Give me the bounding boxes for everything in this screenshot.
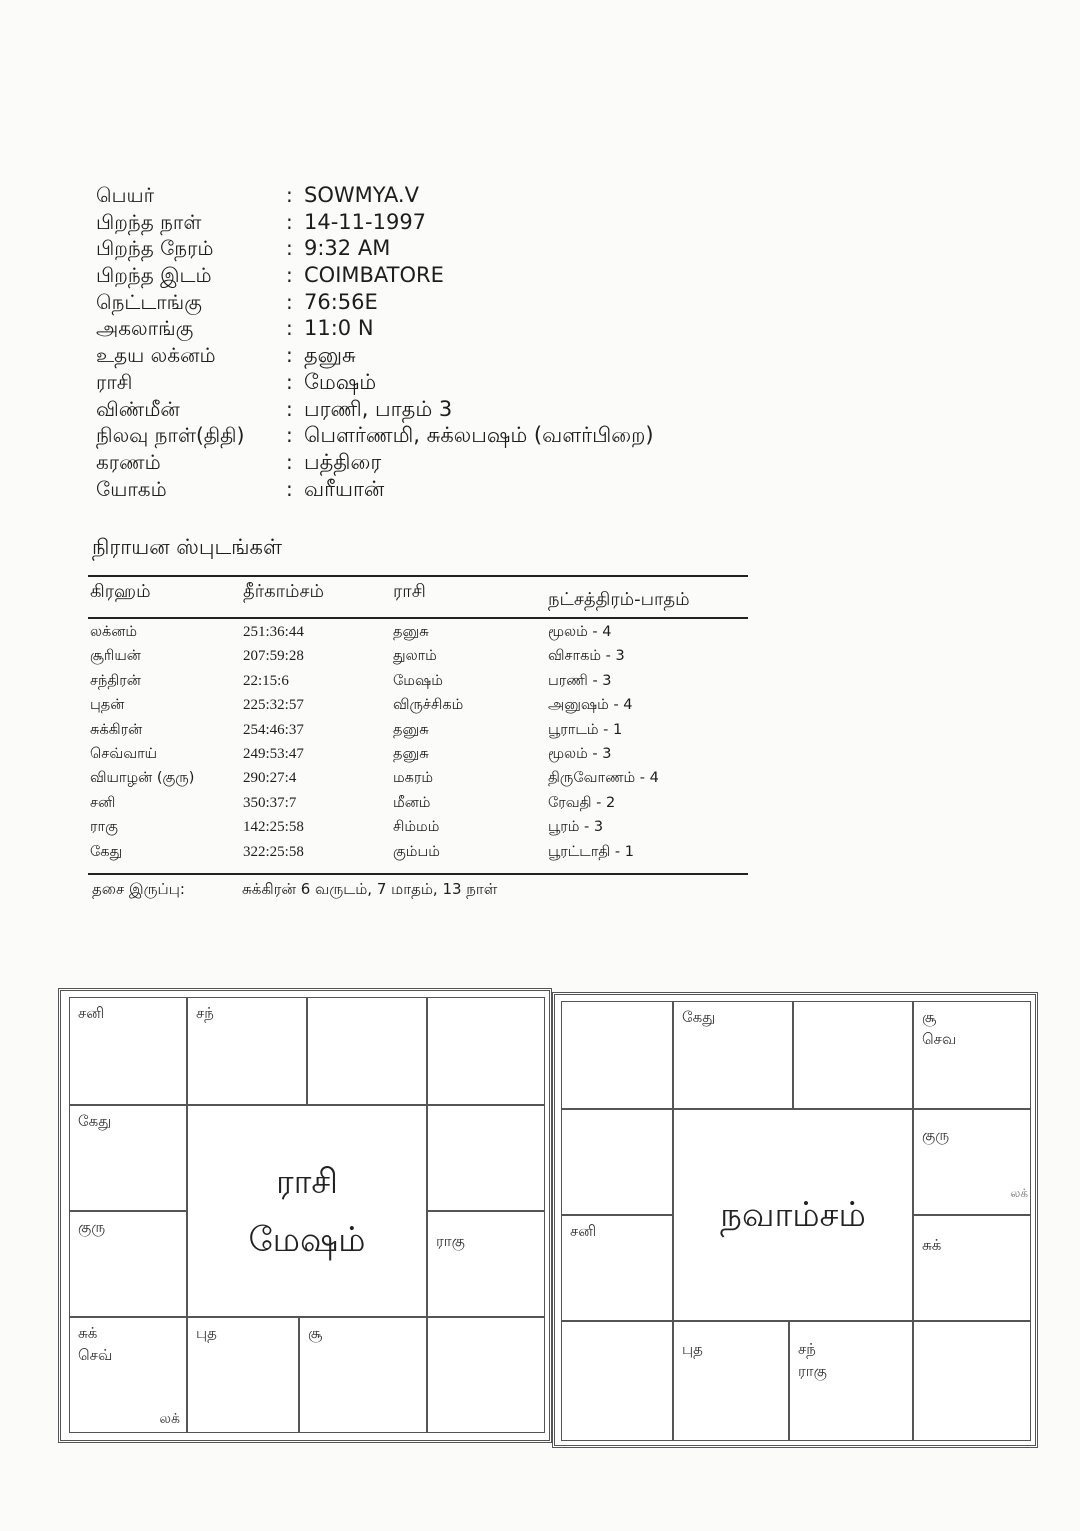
rasi-house-mithuna <box>427 997 545 1105</box>
lagna-marker: லக் <box>1010 1186 1028 1200</box>
navamsa-center-title: நவாம்சம் <box>720 1195 866 1235</box>
detail-label: யோகம் <box>96 476 167 501</box>
detail-value: பௌர்ணமி, சுக்லபஷம் (வளர்பிறை) <box>304 423 654 448</box>
detail-row: பிறந்த இடம் : COIMBATORE <box>96 263 444 288</box>
detail-label: கரணம் <box>96 449 161 474</box>
rasi-house-makara: குரு <box>69 1211 187 1317</box>
navamsa-house-mithuna: சூ செவ <box>913 1001 1031 1109</box>
navamsa-house-vrischika: புத <box>673 1321 789 1441</box>
rasi-house-simha: ராகு <box>427 1211 545 1317</box>
dasa-value: சுக்கிரன் 6 வருடம், 7 மாதம், 13 நாள் <box>242 880 498 898</box>
rasi-house-thula: சூ <box>299 1317 427 1433</box>
detail-row: யோகம் : வரீயான் <box>96 476 385 501</box>
detail-row: அகலாங்கு : 11:0 N <box>96 316 374 341</box>
navamsa-house-dhanu <box>561 1321 673 1441</box>
table-row: வியாழன் (குரு) 290:27:4 மகரம் திருவோணம் - 4 <box>90 770 659 787</box>
rasi-house-dhanu: சுக் செவ் லக் <box>69 1317 187 1433</box>
navamsa-house-makara: சனி <box>561 1215 673 1321</box>
detail-row: பிறந்த நேரம் : 9:32 AM <box>96 236 391 261</box>
detail-value: தனுசு <box>304 343 356 368</box>
table-rule <box>88 617 748 619</box>
sputam-title: நிராயன ஸ்புடங்கள் <box>92 535 282 559</box>
detail-label: பிறந்த இடம் <box>96 263 212 288</box>
navamsa-center <box>673 1109 913 1321</box>
rasi-house-kumbha: கேது <box>69 1105 187 1211</box>
detail-label: அகலாங்கு <box>96 316 194 341</box>
table-row: சனி 350:37:7 மீனம் ரேவதி - 2 <box>90 794 616 811</box>
navamsa-house-rishaba <box>793 1001 913 1109</box>
detail-row: கரணம் : பத்திரை <box>96 449 382 474</box>
dasa-balance <box>92 880 498 900</box>
dasa-label: தசை இருப்பு: <box>92 880 185 898</box>
detail-row: விண்மீன் : பரணி, பாதம் 3 <box>96 396 453 421</box>
table-rule <box>88 575 748 577</box>
detail-value: SOWMYA.V <box>304 183 419 207</box>
detail-label: பெயர் <box>96 183 155 207</box>
detail-label: ராசி <box>96 369 133 394</box>
rasi-house-rishaba <box>307 997 427 1105</box>
table-row: கேது 322:25:58 கும்பம் பூரட்டாதி - 1 <box>90 843 634 860</box>
detail-label: நிலவு நாள்(திதி) <box>96 423 245 448</box>
detail-value: COIMBATORE <box>304 263 444 288</box>
rasi-house-meena: சனி <box>69 997 187 1105</box>
navamsa-house-kanni <box>913 1321 1031 1441</box>
navamsa-house-kumbha <box>561 1109 673 1215</box>
detail-label: பிறந்த நாள் <box>96 209 202 234</box>
detail-label: உதய லக்னம் <box>96 343 216 368</box>
rasi-house-kanni <box>427 1317 545 1433</box>
table-row: செவ்வாய் 249:53:47 தனுசு மூலம் - 3 <box>90 745 612 762</box>
navamsa-house-mesha: கேது <box>673 1001 793 1109</box>
header-rasi: ராசி <box>393 581 426 602</box>
detail-value: வரீயான் <box>304 476 385 501</box>
table-body <box>88 620 748 864</box>
navamsa-house-simha: சுக் <box>913 1215 1031 1321</box>
header-planet: கிரஹம் <box>90 581 151 602</box>
navamsa-house-meena <box>561 1001 673 1109</box>
detail-row: பெயர் : SOWMYA.V <box>96 183 419 207</box>
table-row: ராகு 142:25:58 சிம்மம் பூரம் - 3 <box>90 819 604 836</box>
detail-value: 9:32 AM <box>304 236 391 261</box>
detail-row: பிறந்த நாள் : 14-11-1997 <box>96 209 427 234</box>
detail-label: நெட்டாங்கு <box>96 289 202 314</box>
detail-row: நெட்டாங்கு : 76:56E <box>96 289 378 314</box>
detail-value: 76:56E <box>304 289 378 314</box>
table-row: சந்திரன் 22:15:6 மேஷம் பரணி - 3 <box>90 672 612 689</box>
detail-value: மேஷம் <box>304 369 377 394</box>
navamsa-house-kataka: குரு லக் <box>913 1109 1031 1215</box>
table-row: புதன் 225:32:57 விருச்சிகம் அனுஷம் - 4 <box>90 697 633 714</box>
detail-row: ராசி : மேஷம் <box>96 369 377 394</box>
detail-label: விண்மீன் <box>96 396 180 421</box>
rasi-house-mesha: சந் <box>187 997 307 1105</box>
detail-label: பிறந்த நேரம் <box>96 236 214 261</box>
detail-row: நிலவு நாள்(திதி) : பௌர்ணமி, சுக்லபஷம் (வளர்பிறை) <box>96 423 654 448</box>
header-star: நட்சத்திரம்-பாதம் <box>548 589 690 610</box>
lagna-marker: லக் <box>159 1411 180 1427</box>
detail-row: உதய லக்னம் : தனுசு <box>96 343 356 368</box>
detail-value: பத்திரை <box>304 449 382 474</box>
table-rule <box>88 873 748 875</box>
table-row: சூரியன் 207:59:28 துலாம் விசாகம் - 3 <box>90 648 625 665</box>
table-row: லக்னம் 251:36:44 தனுசு மூலம் - 4 <box>90 624 612 640</box>
table-header <box>88 581 748 615</box>
navamsa-chart <box>552 992 1038 1448</box>
navamsa-house-thula: சந் ராகு <box>789 1321 913 1441</box>
detail-value: 11:0 N <box>304 316 374 341</box>
rasi-center <box>187 1105 427 1317</box>
rasi-center-sign: மேஷம் <box>248 1220 366 1260</box>
rasi-house-vrischika: புத <box>187 1317 299 1433</box>
rasi-chart <box>58 988 552 1443</box>
birth-details <box>96 182 756 502</box>
detail-value: 14-11-1997 <box>304 209 427 234</box>
detail-value: பரணி, பாதம் 3 <box>304 396 453 421</box>
rasi-center-title: ராசி <box>276 1162 338 1202</box>
rasi-house-kataka <box>427 1105 545 1211</box>
table-row: சுக்கிரன் 254:46:37 தனுசு பூராடம் - 1 <box>90 721 623 738</box>
header-longitude: தீர்காம்சம் <box>243 581 324 602</box>
